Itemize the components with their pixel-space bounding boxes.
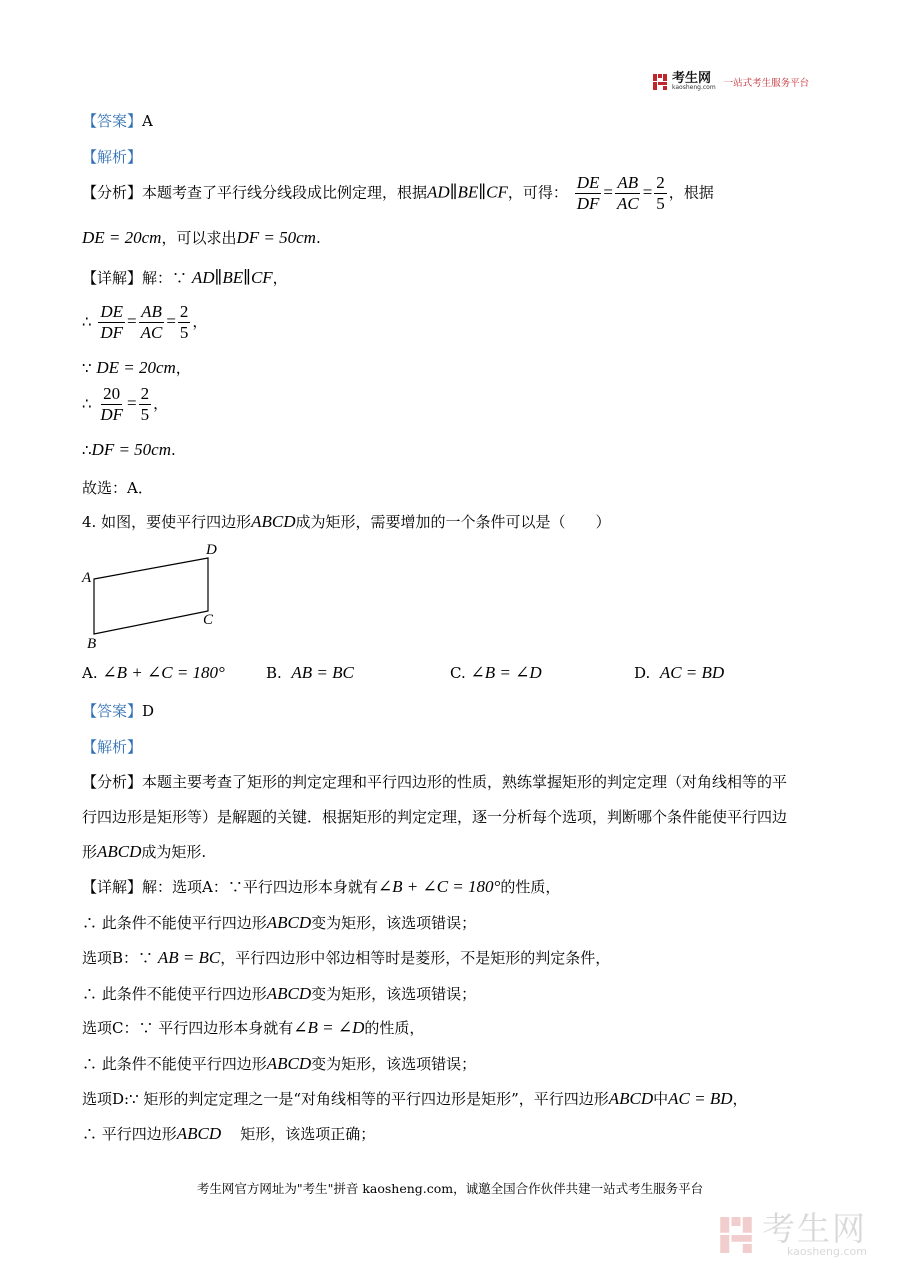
watermark-url: kaosheng.com [786, 1245, 867, 1258]
step1-fraction-ab-ac: $\frac{AB}{AC}$ [140, 302, 163, 342]
watermark-text: 考生网 [762, 1209, 867, 1248]
watermark-logo-icon [718, 1213, 754, 1257]
therefore-symbol: ∴ [82, 441, 92, 459]
because-symbol: ∵ [82, 359, 92, 377]
label-b: B [87, 636, 97, 652]
q3-xiangjie-line [82, 267, 288, 288]
option-b: B. AB = BC [266, 663, 354, 682]
q4-answer-line [82, 700, 154, 721]
step4-math: DF = 50cm [91, 440, 172, 459]
header-logo [652, 72, 809, 91]
question-suffix: 成为矩形，需要增加的一个条件可以是（ ） [295, 513, 611, 531]
line2-end: . [315, 229, 321, 247]
logo-slogan: 一站式考生服务平台 [723, 77, 810, 89]
step3-fraction: $\frac{20}{DF}$ [100, 384, 123, 424]
df-value: DF = 50cm [236, 228, 316, 247]
q3-conclusion: 故选：A． [82, 479, 153, 497]
q3-fenxi-line2 [82, 227, 321, 248]
step1-fraction-2-5: $\frac{2}{5}$ [179, 302, 189, 342]
q4-question [82, 511, 611, 532]
option-d: D. AC = BD [634, 663, 725, 682]
fraction-2-5: $\frac{2}{5}$ [656, 173, 665, 213]
therefore-symbol: ∴ [82, 312, 92, 331]
option-c: C. ∠B = ∠D [450, 663, 542, 682]
page-footer: 考生网官方网址为"考生"拼音 kaosheng.com，诚邀全国合作伙伴共建一站式考生服务平台 [196, 1181, 704, 1196]
q3-step4: ∴DF = 50cm. [82, 440, 176, 459]
label-a: A [82, 570, 92, 586]
logo-name: 考生网 [672, 71, 712, 86]
xiangjie-math: AD∥BE∥CF [191, 268, 273, 287]
de-value: DE = 20cm [82, 228, 162, 247]
parallelogram-abcd [94, 558, 208, 634]
answer-tag: 【答案】 [82, 702, 143, 720]
kaosheng-logo-icon [652, 73, 668, 91]
q3-analysis-tag: 【解析】 [82, 148, 143, 166]
option-a: A. ∠B + ∠C = 180° [82, 663, 225, 682]
watermark [718, 1209, 867, 1258]
step3-fraction-2-5: $\frac{2}{5}$ [140, 384, 150, 424]
q4-fenxi-line1 [82, 771, 787, 792]
q4-fenxi-line3: 形ABCD成为矩形. [82, 842, 207, 861]
xiangjie-tag: 【详解】 [82, 269, 143, 287]
label-d: D [206, 542, 217, 558]
xiangjie-text: 解：∵ [142, 269, 188, 287]
fraction-ab-ac: $\frac{AB}{AC}$ [616, 173, 639, 213]
q4-analysis-tag: 【解析】 [82, 738, 143, 756]
q4-xiangjie-line2: ∴ 此条件不能使平行四边形ABCD变为矩形，该选项错误； [82, 913, 477, 932]
fenxi-text: 本题考查了平行线分线段成比例定理，根据 [142, 183, 428, 202]
parallelogram-figure [78, 538, 228, 654]
q4-xiangjie-line8: ∴ 平行四边形ABCD 矩形，该选项正确； [82, 1124, 376, 1143]
q4-xiangjie-line4: ∴ 此条件不能使平行四边形ABCD变为矩形，该选项错误； [82, 984, 477, 1003]
fenxi-comma: ，可得： [507, 183, 568, 202]
q4-xiangjie-line5: 选项C：∵ 平行四边形本身就有∠B = ∠D的性质， [82, 1018, 425, 1037]
logo-url: kaosheng.com [672, 84, 716, 91]
fraction-de-df: $\frac{DE}{DF}$ [576, 173, 600, 213]
q3-answer-line [82, 110, 153, 131]
q4-xiangjie-line3: 选项B：∵ AB = BC，平行四边形中邻边相等时是菱形，不是矩形的判定条件， [82, 948, 611, 967]
answer-tag: 【答案】 [82, 112, 143, 130]
step2-math: DE = 20cm [96, 358, 176, 377]
q4-xiangjie-line7: 选项D:∵ 矩形的判定定理之一是“对角线相等的平行四边形是矩形”，平行四边形ABCD中AC = BD， [82, 1089, 748, 1108]
xiangjie-comma: ， [272, 269, 288, 287]
q3-step2: ∵ DE = 20cm， [82, 358, 191, 377]
q3-fenxi-line: 【分析】本题考查了平行线分线段成比例定理，根据AD∥BE∥CF，可得： $\frac{DE}{DF}$ = $\frac{AB}{AC}$ = $\frac{2}{5}$ ，根据 [82, 173, 714, 213]
q4-fenxi-line2: 行四边形是矩形等）是解题的关键．根据矩形的判定定理，逐一分析每个选项，判断哪个条件能使平行四边 [82, 808, 788, 826]
fenxi-text: 本题主要考查了矩形的判定定理和平行四边形的性质，熟练掌握矩形的判定定理（对角线相等的平 [142, 773, 788, 791]
fenxi-tag: 【分析】 [82, 773, 143, 791]
step1-fraction-de-df: $\frac{DE}{DF}$ [100, 302, 123, 342]
fenxi-tag: 【分析】 [82, 183, 143, 202]
q3-step3: ∴ $\frac{20}{DF}$ = $\frac{2}{5}$ ， [82, 384, 169, 424]
q4-xiangjie-line1: 【详解】解：选项A：∵平行四边形本身就有∠B + ∠C = 180°的性质， [82, 877, 561, 896]
answer-value: D [142, 702, 155, 720]
label-c: C [203, 612, 214, 628]
q3-step1: ∴ $\frac{DE}{DF}$ = $\frac{AB}{AC}$ = $\frac{2}{5}$ ， [82, 302, 208, 342]
therefore-symbol: ∴ [82, 394, 92, 413]
answer-value: A [142, 112, 153, 130]
question-text: 4. 如图，要使平行四边形 [82, 513, 252, 531]
fenxi-math: AD∥BE∥CF [427, 182, 508, 202]
q4-xiangjie-line6: ∴ 此条件不能使平行四边形ABCD变为矩形，该选项错误； [82, 1054, 477, 1073]
fenxi-tail: ，根据 [668, 183, 714, 202]
line2-text: ，可以求出 [161, 229, 237, 247]
question-math: ABCD [251, 512, 296, 531]
xiangjie-tag: 【详解】 [82, 878, 143, 896]
